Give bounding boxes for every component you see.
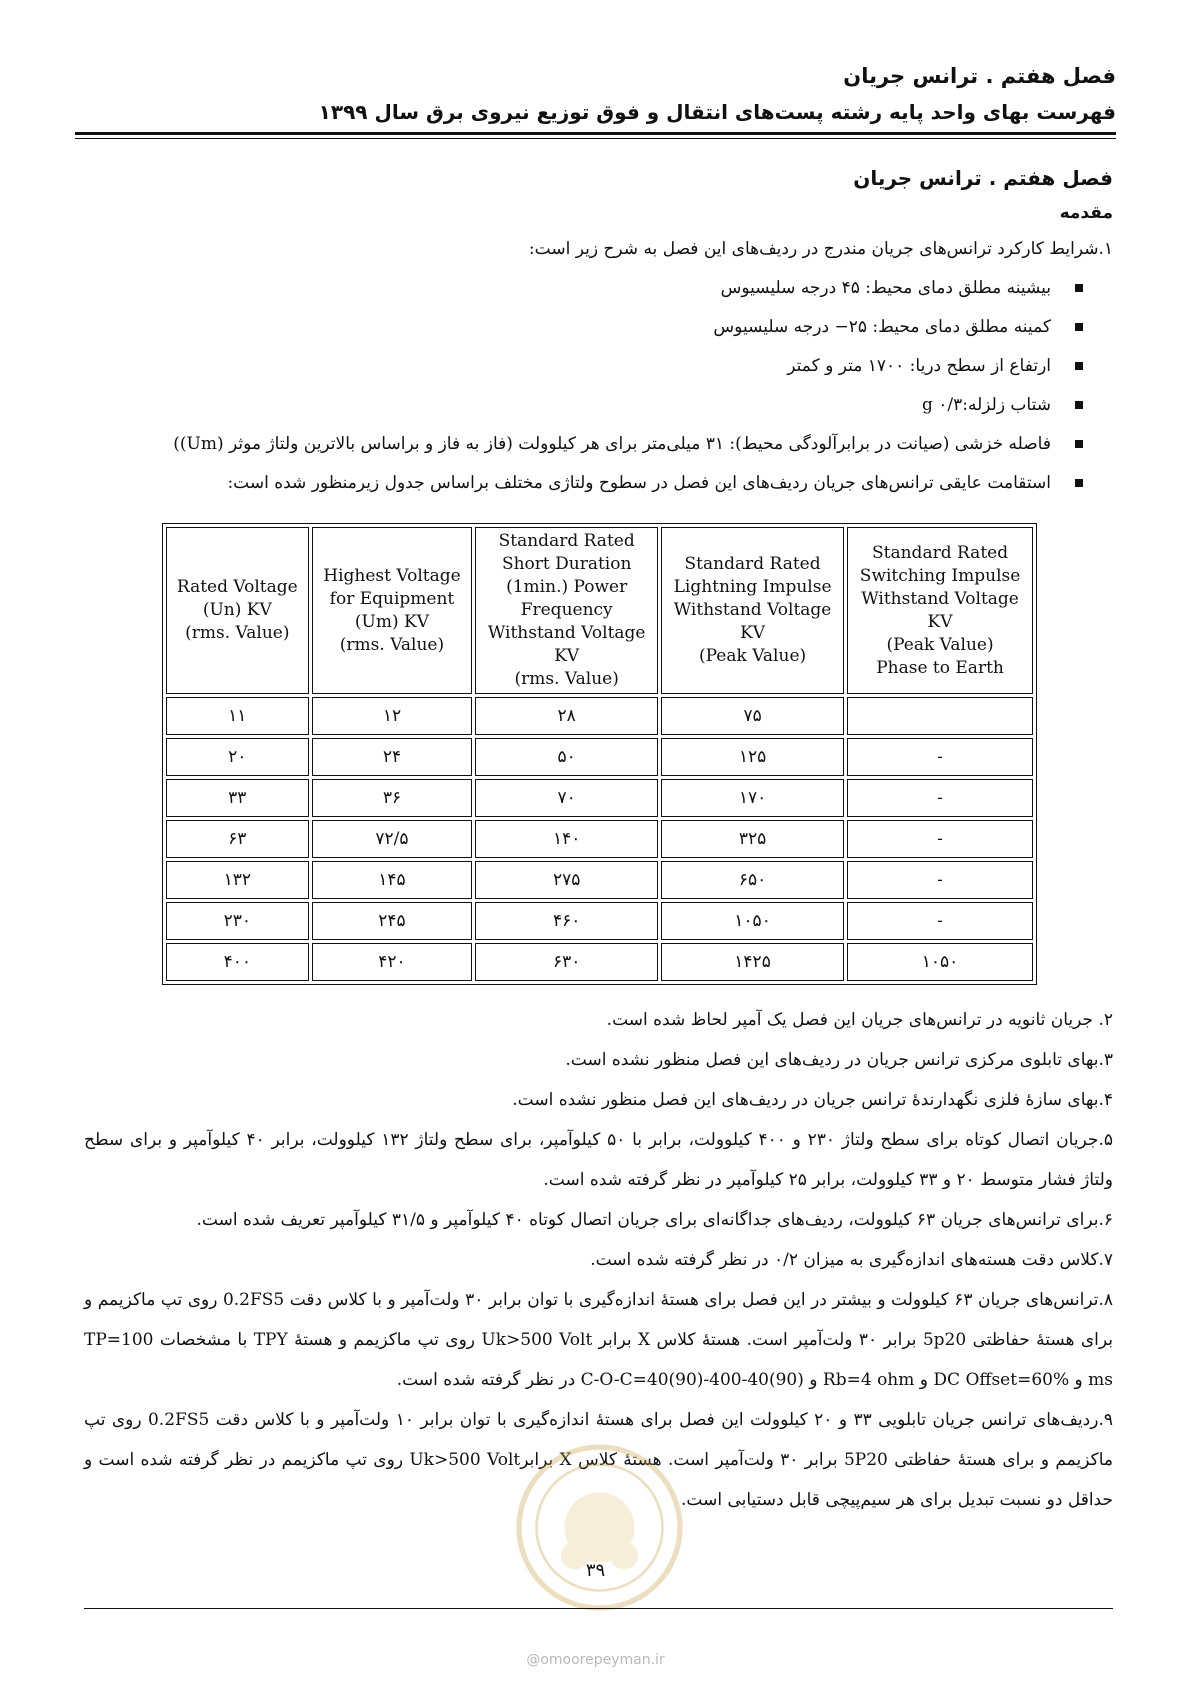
table-cell: ۱۷۰ xyxy=(661,779,844,817)
note-8: ۸.ترانس‌های جریان ۶۳ کیلوولت و بیشتر در این فصل برای هستهٔ اندازه‌گیری با توان برابر ۳۰ ولت‌آمپر و با کلاس دقت 0.2FS5 روی تپ ماکزیمم و برای هستهٔ حفاظتی 5p20 برابر ۳۰ ولت‌آمپر است. هستهٔ کلاس X برابر Uk>500 Volt روی تپ ماکزیمم و هستهٔ TPY با مشخصات TP=100 ms و DC Offset=60% و Rb=4 ohm و C-O-C=40(90)-400-40(90) در نظر گرفته شده است. xyxy=(84,1290,1114,1390)
col-header-highest-voltage: Highest Voltage for Equipment (Um) KV (rms. Value) xyxy=(312,527,473,694)
list-item: ارتفاع از سطح دریا: ۱۷۰۰ متر و کمتر xyxy=(88,347,1083,386)
table-cell: ۶۵۰ xyxy=(661,861,844,899)
table-cell: ۵۰ xyxy=(475,738,658,776)
list-item: کمینه مطلق دمای محیط: ۲۵− درجه سلیسیوس xyxy=(88,308,1083,347)
header-rule-thick xyxy=(75,132,1116,135)
table-cell: - xyxy=(847,779,1033,817)
list-item: شتاب زلزله:g ۰/۳ xyxy=(88,386,1083,425)
table-cell: ۱۱ xyxy=(166,697,309,735)
table-cell: ۱۲ xyxy=(312,697,473,735)
bullet-square-icon xyxy=(1075,440,1083,448)
table-cell: ۶۳۰ xyxy=(475,943,658,981)
note-9: ۹.ردیف‌های ترانس جریان تابلویی ۳۳ و ۲۰ کیلوولت این فصل برای هستهٔ اندازه‌گیری با توان برابر ۱۰ ولت‌آمپر و با کلاس دقت 0.2FS5 روی تپ ماکزیمم و برای هستهٔ حفاظتی 5P20 برابر ۳۰ ولت‌آمپر است. هستهٔ کلاس X برابرUk>500 Volt روی تپ ماکزیمم در نظر گرفته شده است و حداقل دو نسبت تبدیل برای هر سیم‌پیچی قابل دستیابی است. xyxy=(84,1410,1113,1510)
bullet-square-icon xyxy=(1075,401,1083,409)
table-cell: ۳۳ xyxy=(166,779,309,817)
table-cell: - xyxy=(847,820,1033,858)
bullet-square-icon xyxy=(1075,323,1083,331)
col-header-power-frequency: Standard Rated Short Duration (1min.) Power Frequency Withstand Voltage KV (rms. Value) xyxy=(475,527,658,694)
table-cell: ۳۶ xyxy=(312,779,473,817)
table-header-row xyxy=(166,527,1033,694)
table-cell: ۲۸ xyxy=(475,697,658,735)
table-cell xyxy=(847,697,1033,735)
list-item: فاصله خزشی (صیانت در برابرآلودگی محیط): ۳۱ میلی‌متر برای هر کیلوولت (فاز به فاز و براساس بالاترین ولتاژ موثر (Um)) xyxy=(88,425,1083,464)
conditions-list xyxy=(88,269,1113,503)
table-cell: ۱۰۵۰ xyxy=(661,902,844,940)
table-cell: ۲۳۰ xyxy=(166,902,309,940)
table-cell: ۲۰ xyxy=(166,738,309,776)
intro-section xyxy=(88,160,1113,503)
page-header xyxy=(75,58,1116,130)
table-cell: ۱۴۰ xyxy=(475,820,658,858)
paragraph-1: ۱.شرایط کارکرد ترانس‌های جریان مندرج در ردیف‌های این فصل به شرح زیر است: xyxy=(528,239,1113,259)
insulation-level-table xyxy=(162,523,1037,985)
col-header-switching-impulse: Standard Rated Switching Impulse Withstand Voltage KV (Peak Value) Phase to Earth xyxy=(847,527,1033,694)
catalog-header: فهرست بهای واحد پایه رشته پست‌های انتقال و فوق توزیع نیروی برق سال ۱۳۹۹ xyxy=(318,100,1116,124)
table-row xyxy=(166,697,1033,735)
page-number: ۳۹ xyxy=(585,1560,606,1581)
chapter-header: فصل هفتم . ترانس جریان xyxy=(843,64,1116,88)
note-6: ۶.برای ترانس‌های جریان ۶۳ کیلوولت، ردیف‌های جداگانه‌ای برای جریان اتصال کوتاه ۴۰ کیلوآمپر و ۳۱/۵ کیلوآمپر تعریف شده است. xyxy=(196,1210,1113,1230)
bullet-square-icon xyxy=(1075,284,1083,292)
list-item: استقامت عایقی ترانس‌های جریان ردیف‌های این فصل در سطوح ولتاژی مختلف براساس جدول زیرمنظور شده است: xyxy=(88,464,1083,503)
table-cell: ۳۲۵ xyxy=(661,820,844,858)
table-cell: ۱۳۲ xyxy=(166,861,309,899)
bullet-square-icon xyxy=(1075,362,1083,370)
table-cell: ۲۴۵ xyxy=(312,902,473,940)
table-row xyxy=(166,861,1033,899)
table-cell: ۷۰ xyxy=(475,779,658,817)
table-cell: ۱۲۵ xyxy=(661,738,844,776)
note-3: ۳.بهای تابلوی مرکزی ترانس جریان در ردیف‌های این فصل منظور نشده است. xyxy=(565,1050,1113,1070)
table-cell: ۱۴۲۵ xyxy=(661,943,844,981)
table-row xyxy=(166,943,1033,981)
watermark-seal-icon xyxy=(512,1440,687,1615)
table-cell: ۲۴ xyxy=(312,738,473,776)
website-watermark: @omoorepeyman.ir xyxy=(526,1652,665,1668)
table-cell: - xyxy=(847,902,1033,940)
table-cell: ۴۰۰ xyxy=(166,943,309,981)
table-row xyxy=(166,902,1033,940)
insulation-table-wrap xyxy=(162,523,1037,985)
table-row xyxy=(166,779,1033,817)
header-rule-thin xyxy=(75,138,1116,139)
table-cell: ۴۶۰ xyxy=(475,902,658,940)
note-2: ۲. جریان ثانویه در ترانس‌های جریان این فصل یک آمپر لحاظ شده است. xyxy=(606,1010,1113,1030)
table-cell: ۱۴۵ xyxy=(312,861,473,899)
table-cell: ۴۲۰ xyxy=(312,943,473,981)
list-item: بیشینه مطلق دمای محیط: ۴۵ درجه سلیسیوس xyxy=(88,269,1083,308)
col-header-lightning-impulse: Standard Rated Lightning Impulse Withstand Voltage KV (Peak Value) xyxy=(661,527,844,694)
footer-rule xyxy=(84,1608,1113,1609)
table-cell: ۷۵ xyxy=(661,697,844,735)
table-cell: ۲۷۵ xyxy=(475,861,658,899)
table-cell: ۷۲/۵ xyxy=(312,820,473,858)
bullet-square-icon xyxy=(1075,479,1083,487)
note-4: ۴.بهای سازهٔ فلزی نگهدارندهٔ ترانس جریان در ردیف‌های این فصل منظور نشده است. xyxy=(512,1090,1113,1110)
table-cell: - xyxy=(847,738,1033,776)
note-5: ۵.جریان اتصال کوتاه برای سطح ولتاژ ۲۳۰ و ۴۰۰ کیلوولت، برابر با ۵۰ کیلوآمپر، برای سطح ولتاژ ۱۳۲ کیلوولت، برابر ۴۰ کیلوآمپر و برای سطح ولتاژ فشار متوسط ۲۰ و ۳۳ کیلوولت، برابر ۲۵ کیلوآمپر در نظر گرفته شده است. xyxy=(84,1130,1113,1190)
section-title: فصل هفتم . ترانس جریان xyxy=(853,166,1113,190)
table-cell: ۶۳ xyxy=(166,820,309,858)
note-7: ۷.کلاس دقت هسته‌های اندازه‌گیری به میزان ۰/۲ در نظر گرفته شده است. xyxy=(590,1250,1113,1270)
col-header-rated-voltage: Rated Voltage (Un) KV (rms. Value) xyxy=(166,527,309,694)
table-cell: - xyxy=(847,861,1033,899)
table-row xyxy=(166,820,1033,858)
intro-heading: مقدمه xyxy=(1059,203,1113,223)
table-row xyxy=(166,738,1033,776)
table-cell: ۱۰۵۰ xyxy=(847,943,1033,981)
